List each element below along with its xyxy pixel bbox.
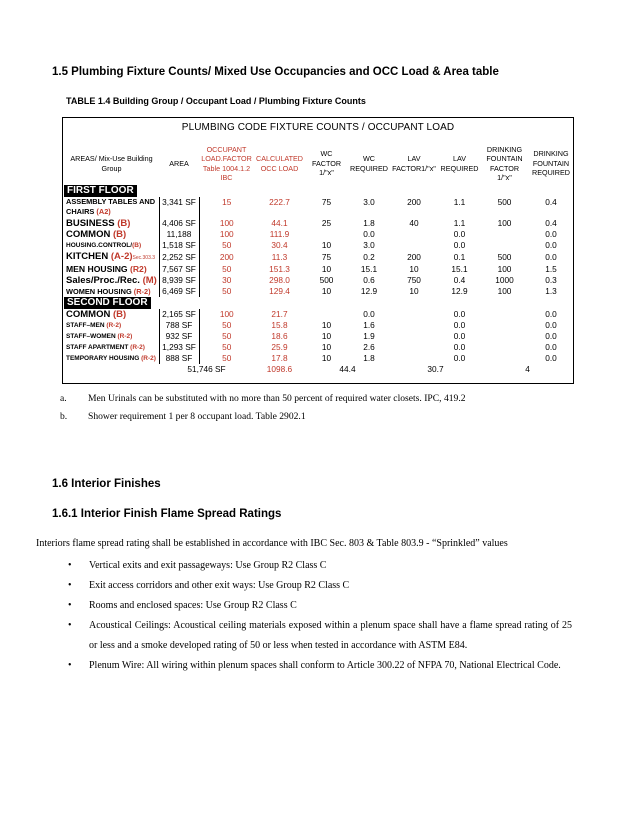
- note-b: [60, 410, 466, 428]
- wc-required-cell: 1.9: [363, 331, 375, 341]
- lav-factor-cell: 40: [409, 218, 419, 228]
- group-code: (M): [142, 275, 157, 286]
- group-label: TEMPORARY HOUSING: [66, 355, 142, 362]
- area-cell: 11,188: [159, 229, 199, 240]
- group-code: (A-2): [110, 251, 133, 262]
- wc-factor-cell: 10: [321, 286, 332, 296]
- col-header-calc-load: CALCULATED OCC LOAD: [256, 154, 303, 173]
- df-factor-cell: 100: [497, 286, 512, 296]
- calc-load-cell: 151.3: [269, 264, 290, 274]
- note-text: Men Urinals can be substituted with no more than 50 percent of required water closets. IPC, 419.2: [88, 393, 466, 404]
- wc-factor-cell: 10: [321, 342, 332, 352]
- lav-required-cell: 0.0: [453, 342, 466, 352]
- lav-factor-cell: 10: [409, 286, 419, 296]
- area-cell: 788 SF: [159, 320, 199, 331]
- table-row: [64, 320, 574, 331]
- wc-factor-cell: 10: [321, 240, 332, 250]
- row-group-name: [64, 342, 159, 353]
- group-code-section: Sec.303.3: [132, 255, 156, 261]
- bullet-icon: •: [68, 660, 72, 671]
- table-row: [64, 229, 574, 240]
- df-factor-cell: 100: [497, 264, 512, 274]
- lav-required-cell: 0.0: [453, 320, 466, 330]
- df-required-cell: 0.0: [545, 331, 557, 341]
- col-header-df-factor: DRINKING FOUNTAIN FACTOR 1/"x": [486, 144, 523, 182]
- occ-factor-cell: 50: [222, 331, 232, 341]
- col-header-wc-factor: WC FACTOR 1/"x": [311, 149, 342, 178]
- wc-required-cell: 1.6: [363, 320, 375, 330]
- df-factor-cell: [481, 342, 528, 353]
- table-row: [64, 275, 574, 286]
- bullet-icon: •: [68, 580, 72, 591]
- table-row: [64, 353, 574, 364]
- wc-factor-cell: 500: [319, 275, 334, 285]
- bullet-item: [68, 656, 572, 676]
- lav-factor-cell: [390, 342, 438, 353]
- note-a: [60, 392, 466, 410]
- df-factor-cell: 500: [497, 197, 512, 207]
- note-text: Shower requirement 1 per 8 occupant load. Table 2902.1: [88, 411, 306, 422]
- intro-paragraph: Interiors flame spread rating shall be established in accordance with IBC Sec. 803 & Table 803.9 - “Sprinkled” values: [36, 538, 508, 549]
- section-1-6-1-heading: 1.6.1 Interior Finish Flame Spread Ratings: [52, 508, 282, 520]
- bullet-text: Vertical exits and exit passageways: Use Group R2 Class C: [89, 560, 327, 571]
- area-cell: 3,341 SF: [159, 197, 199, 218]
- df-factor-cell: 1000: [495, 275, 514, 285]
- wc-required-cell: 0.6: [363, 275, 375, 285]
- group-label: WOMEN HOUSING: [66, 287, 134, 296]
- row-group-name: [64, 229, 159, 240]
- col-header-lav-required: LAV REQUIRED: [440, 154, 479, 173]
- occ-factor-cell: 100: [219, 218, 234, 228]
- group-label: ASSEMBLY TABLES AND CHAIRS: [66, 197, 156, 216]
- col-header-group: AREAS/ Mix-Use Building Group: [70, 154, 153, 173]
- occ-factor-cell: 15: [222, 197, 232, 207]
- group-label: MEN HOUSING: [66, 264, 130, 274]
- group-code: (R-2): [130, 344, 145, 351]
- row-group-name: [64, 251, 159, 264]
- occ-factor-cell: 100: [219, 309, 234, 319]
- df-factor-cell: [481, 353, 528, 364]
- lav-required-cell: 0.0: [453, 331, 466, 341]
- row-group-name: [64, 309, 159, 320]
- occ-factor-cell: 50: [222, 264, 232, 274]
- table-row: [64, 264, 574, 275]
- group-label: KITCHEN: [66, 251, 111, 262]
- group-code: (B): [112, 309, 127, 320]
- lav-required-cell: 0.1: [453, 252, 466, 262]
- floor-label-row: [64, 185, 574, 197]
- wc-factor-cell: [305, 309, 348, 320]
- calc-load-cell: 222.7: [269, 197, 290, 207]
- col-header-occ-factor: OCCUPANT LOAD.FACTOR Table 1004.1.2 IBC: [201, 144, 252, 182]
- table-row: [64, 286, 574, 297]
- bullet-text: Acoustical Ceilings: Acoustical ceiling materials exposed within a plenum space shall have a flame spread rating of 25 or less and a smoke developed rating of 50 or less when tested in accordance with ASTM E84.: [89, 620, 572, 651]
- wc-factor-cell: 25: [321, 218, 332, 228]
- df-required-cell: 0.0: [545, 342, 557, 352]
- row-group-name: [64, 197, 159, 218]
- row-group-name: [64, 264, 159, 275]
- lav-required-cell: 0.0: [453, 240, 466, 250]
- group-label: HOUSING.CONTROL/: [66, 242, 133, 249]
- calc-load-cell: 18.6: [271, 331, 288, 341]
- df-required-cell: 0.4: [545, 197, 557, 207]
- df-required-cell: 0.0: [545, 320, 557, 330]
- wc-required-cell: 1.8: [363, 218, 375, 228]
- section-1-6-heading: 1.6 Interior Finishes: [52, 478, 161, 490]
- first-floor-label: FIRST FLOOR: [64, 185, 137, 197]
- col-header-area: AREA: [169, 158, 189, 168]
- col-header-lav-factor: LAV FACTOR1/"x": [392, 154, 436, 173]
- lav-factor-cell: 750: [407, 275, 421, 285]
- total-lav-required: 30.7: [427, 364, 444, 374]
- row-group-name: [64, 331, 159, 342]
- df-factor-cell: [481, 240, 528, 251]
- table-row: [64, 197, 574, 218]
- section-1-5-heading: 1.5 Plumbing Fixture Counts/ Mixed Use Occupancies and OCC Load & Area table: [52, 66, 499, 78]
- totals-row: [64, 364, 574, 375]
- group-label: COMMON: [66, 229, 113, 240]
- note-marker: a.: [60, 393, 67, 404]
- lav-factor-cell: [390, 309, 438, 320]
- calc-load-cell: 21.7: [271, 309, 288, 319]
- area-cell: 7,567 SF: [159, 264, 199, 275]
- group-code: (A2): [96, 207, 111, 216]
- calc-load-cell: 15.8: [271, 320, 288, 330]
- df-factor-cell: [481, 309, 528, 320]
- bullet-icon: •: [68, 560, 72, 571]
- total-area: 51,746 SF: [187, 364, 226, 374]
- bullet-icon: •: [68, 600, 72, 611]
- bullet-item: [68, 616, 572, 656]
- df-required-cell: 0.4: [545, 218, 557, 228]
- occ-factor-cell: 50: [222, 240, 232, 250]
- group-label: STAFF–WOMEN: [66, 333, 118, 340]
- group-code: (R2): [129, 264, 147, 274]
- occ-factor-cell: 200: [219, 252, 234, 262]
- group-label: COMMON: [66, 309, 113, 320]
- second-floor-label: SECOND FLOOR: [64, 297, 151, 309]
- group-label: STAFF APARTMENT: [66, 344, 131, 351]
- df-factor-cell: [481, 320, 528, 331]
- lav-factor-cell: [390, 320, 438, 331]
- group-code: (B): [117, 218, 131, 229]
- group-code: (R-2): [141, 355, 156, 362]
- calc-load-cell: 298.0: [269, 275, 290, 285]
- total-wc-required: 44.4: [339, 364, 356, 374]
- df-required-cell: 0.0: [545, 252, 557, 262]
- wc-factor-cell: 10: [321, 353, 332, 363]
- lav-required-cell: 0.0: [453, 229, 466, 239]
- totals-blank: [64, 364, 159, 375]
- wc-factor-cell: 10: [321, 264, 332, 274]
- df-factor-cell: [481, 229, 528, 240]
- occ-factor-cell: 50: [222, 320, 232, 330]
- group-label: STAFF–MEN: [66, 322, 107, 329]
- wc-required-cell: 0.0: [363, 309, 375, 319]
- lav-required-cell: 0.0: [453, 353, 466, 363]
- wc-factor-cell: 75: [321, 197, 332, 207]
- df-factor-cell: 500: [497, 252, 512, 262]
- calc-load-cell: 25.9: [271, 342, 288, 352]
- lav-required-cell: 0.0: [453, 309, 466, 319]
- lav-required-cell: 12.9: [451, 286, 468, 296]
- col-header-wc-required: WC REQUIRED: [350, 154, 388, 173]
- table-row: [64, 218, 574, 229]
- occ-factor-cell: 100: [219, 229, 234, 239]
- row-group-name: [64, 275, 159, 286]
- occ-factor-cell: 30: [222, 275, 232, 285]
- df-required-cell: 0.0: [545, 353, 557, 363]
- note-marker: b.: [60, 411, 68, 422]
- plumbing-fixture-table: [62, 117, 574, 384]
- wc-factor-cell: 10: [321, 320, 332, 330]
- total-calc-load: 1098.6: [266, 364, 293, 374]
- df-factor-cell: [481, 331, 528, 342]
- lav-factor-cell: [390, 353, 438, 364]
- lav-factor-cell: [390, 331, 438, 342]
- area-cell: 888 SF: [159, 353, 199, 364]
- calc-load-cell: 44.1: [271, 218, 288, 228]
- row-group-name: [64, 353, 159, 364]
- df-required-cell: 0.0: [545, 240, 557, 250]
- lav-factor-cell: 200: [407, 252, 421, 262]
- df-required-cell: 1.5: [545, 264, 557, 274]
- bullet-item: [68, 576, 572, 596]
- calc-load-cell: 17.8: [271, 353, 288, 363]
- table-row: [64, 342, 574, 353]
- occ-factor-cell: 50: [222, 342, 232, 352]
- area-cell: 1,518 SF: [159, 240, 199, 251]
- wc-required-cell: 0.0: [363, 229, 375, 239]
- area-cell: 1,293 SF: [159, 342, 199, 353]
- bullet-icon: •: [68, 620, 72, 631]
- fixture-count-grid: [64, 142, 574, 375]
- occ-factor-cell: 50: [222, 286, 232, 296]
- group-label: BUSINESS: [66, 218, 118, 229]
- wc-required-cell: 3.0: [363, 197, 375, 207]
- table-notes: [60, 392, 466, 428]
- table-row: [64, 309, 574, 320]
- row-group-name: [64, 240, 159, 251]
- group-code: (R-2): [106, 322, 122, 329]
- df-required-cell: 0.3: [545, 275, 557, 285]
- calc-load-cell: 11.3: [271, 252, 288, 262]
- df-factor-cell: 100: [497, 218, 512, 228]
- group-label: Sales/Proc./Rec.: [66, 275, 143, 286]
- bullet-text: Rooms and enclosed spaces: Use Group R2 Class C: [89, 600, 297, 611]
- table-caption: TABLE 1.4 Building Group / Occupant Load / Plumbing Fixture Counts: [66, 96, 366, 106]
- table-title: PLUMBING CODE FIXTURE COUNTS / OCCUPANT LOAD: [181, 122, 455, 133]
- lav-required-cell: 1.1: [453, 197, 466, 207]
- wc-required-cell: 15.1: [360, 264, 378, 274]
- wc-factor-cell: 75: [321, 252, 332, 262]
- bullet-text: Exit access corridors and other exit ways: Use Group R2 Class C: [89, 580, 350, 591]
- calc-load-cell: 129.4: [269, 286, 290, 296]
- row-group-name: [64, 320, 159, 331]
- group-code: (R-2): [117, 333, 133, 340]
- table-row: [64, 251, 574, 264]
- group-code: (B): [132, 242, 142, 249]
- table-row: [64, 240, 574, 251]
- occ-factor-cell: 50: [222, 353, 232, 363]
- df-required-cell: 1.3: [545, 286, 557, 296]
- lav-required-cell: 15.1: [451, 264, 468, 274]
- wc-factor-cell: 10: [321, 331, 332, 341]
- lav-factor-cell: 200: [407, 197, 421, 207]
- wc-required-cell: 3.0: [363, 240, 375, 250]
- lav-factor-cell: [390, 240, 438, 251]
- bullet-item: [68, 596, 572, 616]
- area-cell: 8,939 SF: [159, 275, 199, 286]
- bullet-text: Plenum Wire: All wiring within plenum spaces shall conform to Article 300.22 of NFPA 70, National Electrical Code.: [89, 660, 561, 671]
- row-group-name: [64, 286, 159, 297]
- calc-load-cell: 111.9: [269, 229, 290, 239]
- area-cell: 2,252 SF: [159, 251, 199, 264]
- floor-label-row: [64, 297, 574, 309]
- area-cell: 6,469 SF: [159, 286, 199, 297]
- group-code: (B): [112, 229, 127, 240]
- wc-factor-cell: [305, 229, 348, 240]
- area-cell: 2,165 SF: [159, 309, 199, 320]
- area-cell: 932 SF: [159, 331, 199, 342]
- calc-load-cell: 30.4: [271, 240, 288, 250]
- df-required-cell: 0.0: [545, 309, 557, 319]
- wc-required-cell: 0.2: [363, 252, 375, 262]
- table-row: [64, 331, 574, 342]
- row-group-name: [64, 218, 159, 229]
- lav-factor-cell: 10: [409, 264, 419, 274]
- wc-required-cell: 1.8: [363, 353, 375, 363]
- total-df-required: 4: [525, 364, 530, 374]
- wc-required-cell: 12.9: [360, 286, 378, 296]
- group-code: (R-2): [133, 287, 151, 296]
- wc-required-cell: 2.6: [363, 342, 375, 352]
- lav-factor-cell: [390, 229, 438, 240]
- lav-required-cell: 1.1: [453, 218, 466, 228]
- lav-required-cell: 0.4: [453, 275, 466, 285]
- bullet-item: [68, 556, 572, 576]
- col-header-df-required: DRINKING FOUNTAIN REQUIRED: [532, 149, 570, 178]
- df-required-cell: 0.0: [545, 229, 557, 239]
- area-cell: 4,406 SF: [159, 218, 199, 229]
